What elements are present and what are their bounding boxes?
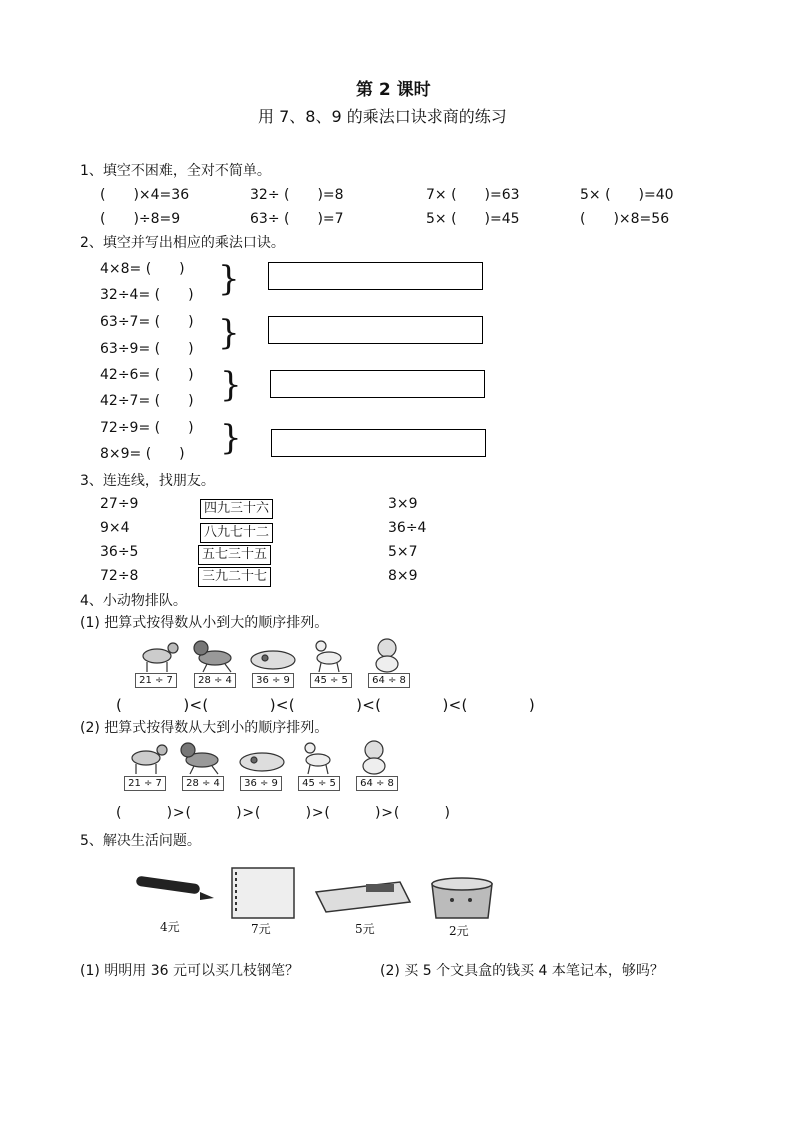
notebook-icon (232, 868, 294, 918)
q2-expression: 4×8= ( ) (100, 261, 185, 277)
q2-title: 2、填空并写出相应的乘法口诀。 (80, 235, 285, 251)
sharpener-icon (432, 878, 492, 918)
q2-expression: 42÷6= ( ) (100, 367, 194, 383)
q2-expression: 32÷4= ( ) (100, 287, 194, 303)
q3-right-item: 5×7 (388, 544, 418, 560)
q1-item: 5× ( )=45 (426, 211, 520, 227)
q5-title: 5、解决生活问题。 (80, 833, 201, 849)
expression-plate: 36 ÷ 9 (240, 776, 282, 791)
q5-problem-1: (1) 明明用 36 元可以买几枝钢笔？ (80, 963, 299, 979)
q3-left-item: 27÷9 (100, 496, 139, 512)
q1-item: 63÷ ( )=7 (250, 211, 344, 227)
q1-item: ( )×8=56 (580, 211, 670, 227)
q1-item: 5× ( )=40 (580, 187, 674, 203)
q3-left-item: 9×4 (100, 520, 130, 536)
answer-box[interactable] (268, 262, 483, 290)
expression-plate: 45 ÷ 5 (310, 673, 352, 688)
q4-part1-label: (1) 把算式按得数从小到大的顺序排列。 (80, 615, 329, 631)
expression-plate: 64 ÷ 8 (368, 673, 410, 688)
expression-plate: 45 ÷ 5 (298, 776, 340, 791)
q1-title: 1、填空不困难，全对不简单。 (80, 163, 271, 179)
answer-box[interactable] (268, 316, 483, 344)
page-title: 第 2 课时 (356, 80, 431, 100)
q3-left-item: 72÷8 (100, 568, 139, 584)
q4-part2-label: (2) 把算式按得数从大到小的顺序排列。 (80, 720, 329, 736)
q2-expression: 42÷7= ( ) (100, 393, 194, 409)
expression-plate: 28 ÷ 4 (182, 776, 224, 791)
pencil-box-icon (316, 882, 410, 912)
q5-problem-2: (2) 买 5 个文具盒的钱买 4 本笔记本，够吗？ (380, 963, 664, 979)
bear-icon (363, 741, 385, 774)
q3-rhyme-box[interactable]: 五七三十五 (198, 545, 271, 565)
deer-icon (305, 743, 330, 774)
q3-right-item: 8×9 (388, 568, 418, 584)
q1-item: ( )×4=36 (100, 187, 190, 203)
q3-right-item: 36÷4 (388, 520, 427, 536)
answer-box[interactable] (271, 429, 486, 457)
price-label: 2元 (449, 924, 469, 938)
q4-answer-row[interactable]: ( )<( )<( )<( )<( ) (116, 696, 535, 714)
brace: } (218, 313, 240, 353)
q3-rhyme-box[interactable]: 三九二十七 (198, 567, 271, 587)
q1-item: 32÷ ( )=8 (250, 187, 344, 203)
answer-box[interactable] (270, 370, 485, 398)
q1-item: 7× ( )=63 (426, 187, 520, 203)
q3-rhyme-box[interactable]: 八九七十二 (200, 523, 273, 543)
price-label: 4元 (160, 920, 180, 934)
expression-plate: 21 ÷ 7 (124, 776, 166, 791)
q2-expression: 63÷7= ( ) (100, 314, 194, 330)
q4-answer-row[interactable]: ( )>( )>( )>( )>( ) (116, 805, 451, 821)
goat-icon (132, 745, 167, 774)
pen-icon (136, 876, 214, 900)
deer-icon (316, 641, 341, 672)
q2-expression: 72÷9= ( ) (100, 420, 194, 436)
expression-plate: 28 ÷ 4 (194, 673, 236, 688)
price-label: 7元 (251, 922, 271, 936)
page-subtitle: 用 7、8、9 的乘法口诀求商的练习 (258, 107, 507, 126)
q4-title: 4、小动物排队。 (80, 593, 187, 609)
cat-icon (251, 651, 295, 669)
stationery-illustrations (130, 862, 500, 922)
brace: } (220, 418, 242, 458)
q1-item: ( )÷8=9 (100, 211, 181, 227)
goat-icon (143, 643, 178, 672)
brace: } (220, 365, 242, 405)
q3-title: 3、连连线，找朋友。 (80, 473, 215, 489)
price-label: 5元 (355, 922, 375, 936)
bear-icon (376, 639, 398, 672)
brace: } (218, 259, 240, 299)
q2-expression: 63÷9= ( ) (100, 341, 194, 357)
cat-icon (240, 753, 284, 771)
animal-illustrations (124, 740, 424, 776)
expression-plate: 21 ÷ 7 (135, 673, 177, 688)
horse-icon (181, 743, 218, 774)
q3-right-item: 3×9 (388, 496, 418, 512)
horse-icon (194, 641, 231, 672)
q3-rhyme-box[interactable]: 四九三十六 (200, 499, 273, 519)
animal-illustrations (135, 638, 445, 674)
q2-expression: 8×9= ( ) (100, 446, 185, 462)
expression-plate: 64 ÷ 8 (356, 776, 398, 791)
q3-left-item: 36÷5 (100, 544, 139, 560)
expression-plate: 36 ÷ 9 (252, 673, 294, 688)
